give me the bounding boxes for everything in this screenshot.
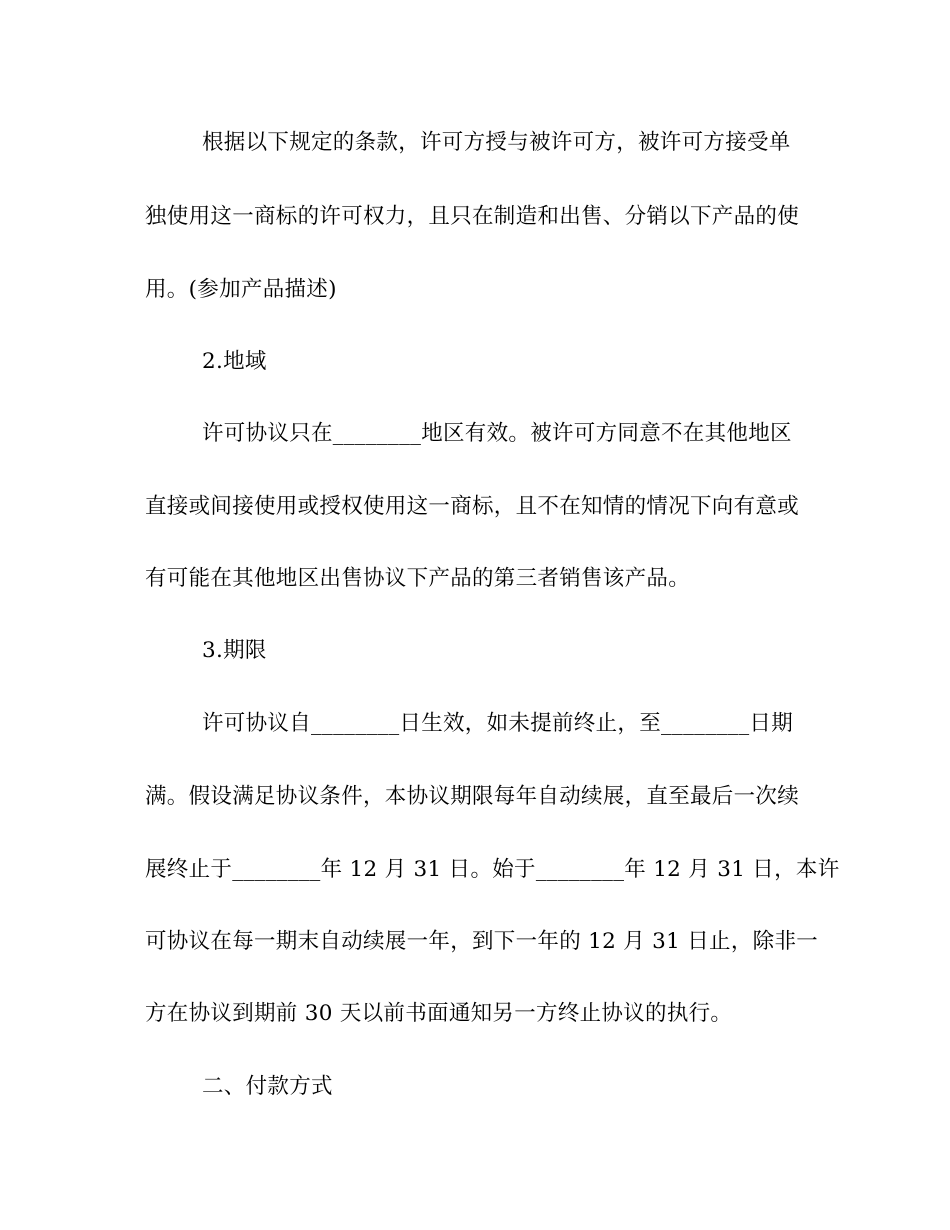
- paragraph-line: 直接或间接使用或授权使用这一商标，且不在知情的情况下向有意或: [145, 494, 800, 519]
- paragraph-line: 许可协议只在________地区有效。被许可方同意不在其他地区: [202, 421, 792, 446]
- paragraph-line: 可协议在每一期末自动续展一年，到下一年的 12 月 31 日止，除非一: [145, 929, 819, 954]
- paragraph-line: 根据以下规定的条款，许可方授与被许可方，被许可方接受单: [202, 130, 791, 155]
- paragraph-line: 有可能在其他地区出售协议下产品的第三者销售该产品。: [145, 566, 691, 591]
- paragraph-line: 方在协议到期前 30 天以前书面通知另一方终止协议的执行。: [145, 1001, 733, 1026]
- paragraph-line: 独使用这一商标的许可权力，且只在制造和出售、分销以下产品的使: [145, 204, 800, 229]
- paragraph-line: 满。假设满足协议条件，本协议期限每年自动续展，直至最后一次续: [145, 784, 800, 809]
- paragraph-line: 许可协议自________日生效，如未提前终止，至________日期: [202, 711, 794, 736]
- section-heading: 2.地域: [202, 349, 267, 374]
- paragraph-line: 展终止于________年 12 月 31 日。始于________年 12 月 31 日，本许: [145, 857, 840, 882]
- section-heading: 二、付款方式: [202, 1074, 333, 1099]
- section-heading: 3.期限: [202, 638, 267, 663]
- paragraph-line: 用。(参加产品描述): [145, 277, 337, 302]
